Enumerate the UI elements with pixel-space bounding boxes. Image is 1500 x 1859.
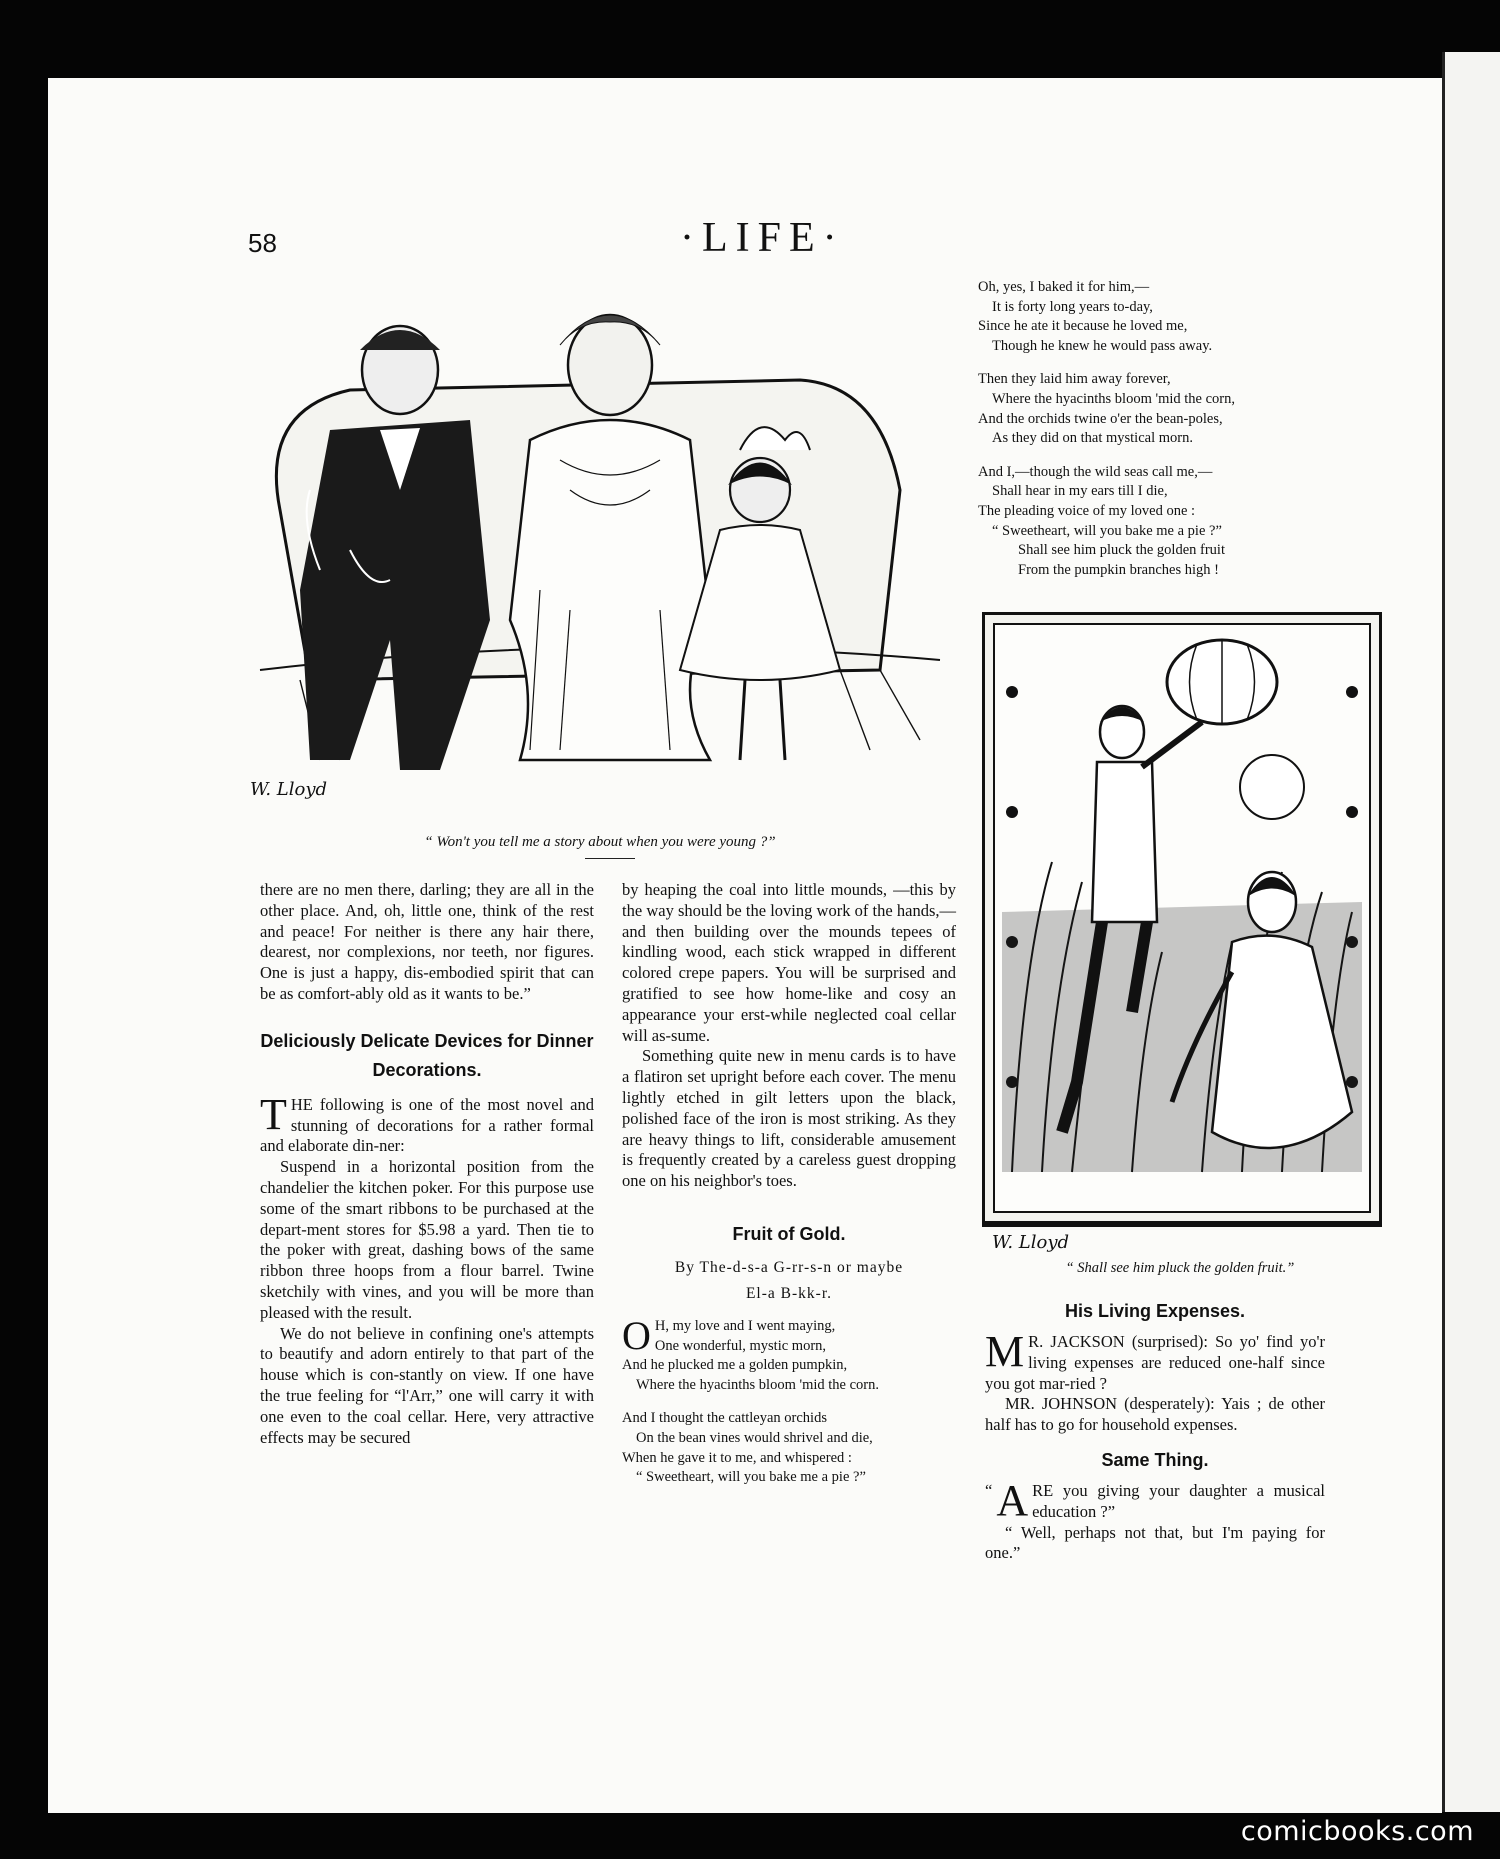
poem-stanza-2	[622, 1409, 956, 1487]
poem-line: Where the hyacinths bloom 'mid the corn.	[636, 1376, 880, 1393]
col1-paragraph: Suspend in a horizontal position from the chandelier the kitchen poker. For this purpose use some of the smart ribbons to be purchased at the depart-ment stores for $5.98 a yard. Then tie to the poker with great, dashing bows of the same ribbon three hoops from a flour barrel. Twine sketchily with vines, and you will be more than pleased with the result.	[260, 1157, 594, 1322]
col1-intro: there are no men there, darling; they are all in the other place. And, oh, little one, think of the rest and peace! For neither is there any hair there, dearest, nor complexions, nor teeth, nor figures. One is just a happy, dis-embodied spirit that can be as comfort-ably old as it wants to be.”	[260, 880, 594, 1003]
poem-line: One wonderful, mystic morn,	[654, 1337, 827, 1354]
poem-line: On the bean vines would shrivel and die,	[636, 1429, 873, 1446]
poem-line: And he plucked me a golden pumpkin,	[622, 1357, 848, 1374]
poem-line: Shall see him pluck the golden fruit	[1018, 542, 1225, 559]
illustration2-signature: W. Lloyd	[992, 1232, 1070, 1253]
poem-line: And I thought the cattleyan orchids	[622, 1410, 827, 1427]
next-page-edge	[1442, 52, 1500, 1812]
poem-byline-2: El-a B-kk-r.	[745, 1284, 833, 1302]
poem-line: Oh, yes, I baked it for him,—	[978, 279, 1150, 295]
col1-paragraph: We do not believe in confining one's attempts to beautify and adorn entirely to that part of the house which is con-stantly on view. If one have the true feeling for “l'Arr,” one will carry it with one even to the coal cellar. Here, very attractive effects may be secured	[260, 1323, 594, 1447]
page-number: 58	[248, 228, 277, 258]
poem-line: “ Sweetheart, will you bake me a pie ?”	[636, 1469, 866, 1486]
column-3-prose	[985, 1297, 1325, 1564]
drop-cap-a: A	[996, 1475, 1029, 1525]
poem-title: Fruit of Gold.	[732, 1223, 846, 1244]
same-thing-lead	[985, 1475, 1325, 1525]
illustration1-caption: “ Won't you tell me a story about when you were young ?”	[424, 834, 776, 850]
poem-line: Since he ate it because he loved me,	[978, 318, 1188, 335]
column-2	[622, 880, 956, 1488]
drop-cap-o: O	[622, 1312, 651, 1358]
masthead-title: ·LIFE·	[680, 215, 845, 261]
poem-stanza-4	[978, 370, 1338, 448]
same-thing-text: RE you giving your daughter a musical education ?”	[1032, 1480, 1325, 1521]
poem-line: And the orchids twine o'er the bean-poles,	[978, 410, 1223, 427]
living-expenses-reply: MR. JOHNSON (desperately): Yais ; de other half has to go for household expenses.	[985, 1394, 1325, 1435]
col1-lead-text: HE following is one of the most novel and stunning of decorations for a rather formal and elaborate din-ner:	[260, 1094, 594, 1156]
family-on-sofa-illustration	[240, 290, 960, 810]
poem-line: Though he knew he would pass away.	[992, 337, 1213, 354]
poem-line: As they did on that mystical morn.	[992, 430, 1193, 447]
caption-divider	[585, 858, 635, 859]
poem-line: H, my love and I went maying,	[654, 1317, 836, 1334]
column-3-poem	[978, 278, 1338, 594]
column-1	[260, 880, 594, 1448]
poem-line: From the pumpkin branches high !	[1018, 561, 1219, 578]
pumpkin-harvest-illustration	[982, 612, 1382, 1257]
living-expenses-heading: His Living Expenses.	[1064, 1301, 1246, 1321]
illustration1-signature: W. Lloyd	[250, 779, 328, 800]
open-quote: “	[985, 1480, 993, 1500]
poem-line: Then they laid him away forever,	[978, 371, 1171, 388]
poem-line: When he gave it to me, and whispered :	[622, 1449, 852, 1466]
poem-stanza-5	[978, 463, 1338, 581]
poem-line: Where the hyacinths bloom 'mid the corn,	[992, 390, 1236, 407]
living-expenses-text: R. JACKSON (surprised): So yo' find yo'r living expenses are reduced one-half since you got mar-ried ?	[985, 1332, 1325, 1393]
illustration2-caption: “ Shall see him pluck the golden fruit.”	[1065, 1260, 1295, 1276]
same-thing-heading: Same Thing.	[1101, 1449, 1209, 1470]
living-expenses-lead	[985, 1327, 1325, 1394]
article-heading: Deliciously Delicate Devices for Dinner Decorations.	[260, 1030, 594, 1080]
poem-stanza-1	[622, 1312, 956, 1395]
site-watermark: comicbooks.com	[1240, 1816, 1474, 1847]
poem-line: The pleading voice of my loved one :	[978, 502, 1196, 519]
poem-line: “ Sweetheart, will you bake me a pie ?”	[992, 522, 1222, 539]
same-thing-reply: “ Well, perhaps not that, but I'm paying for one.”	[985, 1522, 1325, 1563]
col1-lead-paragraph	[260, 1089, 594, 1157]
poem-line: And I,—though the wild seas call me,—	[978, 463, 1213, 480]
drop-cap-m: M	[985, 1327, 1025, 1376]
drop-cap-t: T	[260, 1089, 287, 1139]
col2-paragraph: Something quite new in menu cards is to have a flatiron set upright before each cover. The menu lightly etched in gilt letters upon the black, polished face of the iron is most striking. As they are heavy things to lift, considerable amusement is frequently created by a careless guest dropping one on his neighbor's toes.	[622, 1046, 956, 1191]
poem-line: It is forty long years to-day,	[992, 298, 1153, 315]
poem-line: Shall hear in my ears till I die,	[992, 483, 1168, 500]
poem-stanza-3	[978, 278, 1338, 356]
poem-byline: By The-d-s-a G-rr-s-n or maybe	[674, 1258, 904, 1276]
col2-paragraph: by heaping the coal into little mounds, —this by the way should be the loving work of the hands,—and then building over the mounds tepees of kindling wood, each stick wrapped in different colored crepe papers. You will be surprised and gratified to see how home-like and cosy an appearance your erst-while neglected coal cellar will as-sume.	[622, 880, 956, 1045]
